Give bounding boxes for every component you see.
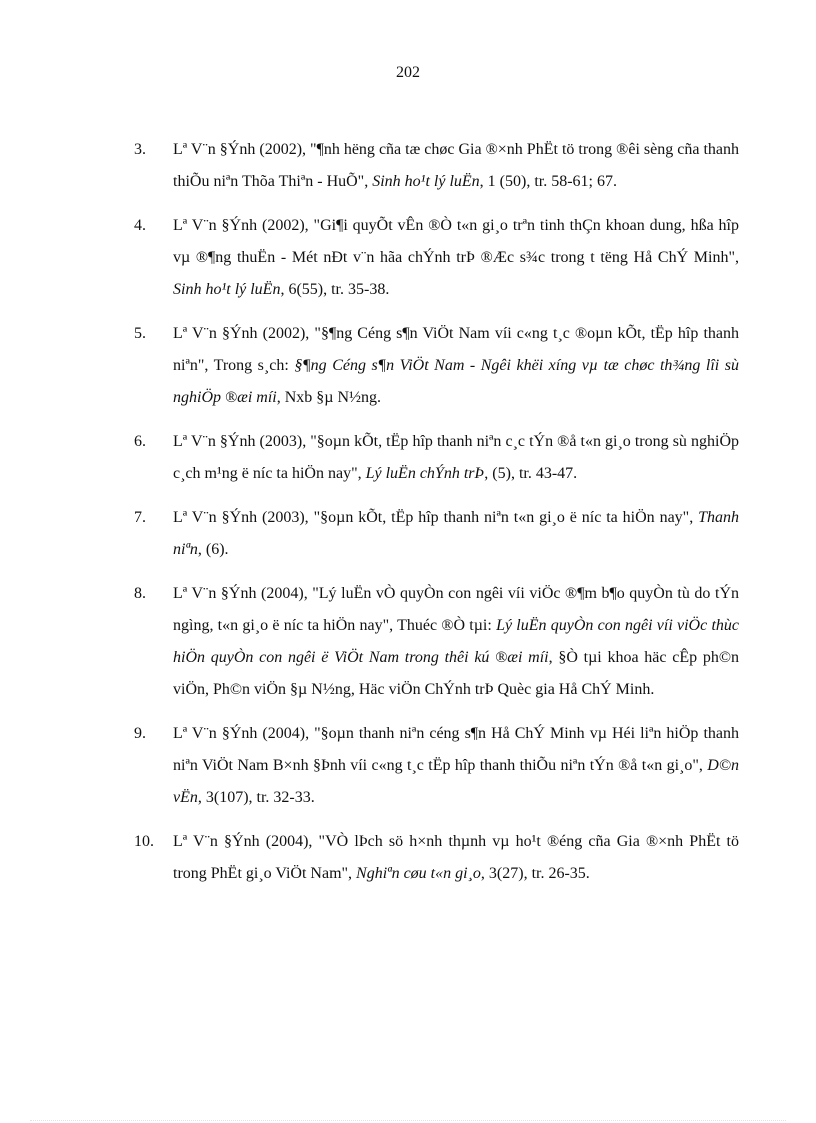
reference-item xyxy=(134,318,739,414)
reference-segment: , 6(55), tr. 35-38. xyxy=(280,281,390,298)
reference-list xyxy=(134,134,739,902)
reference-number: 3. xyxy=(134,141,146,158)
reference-segment: Lª V¨n §Ýnh (2003), "§oµn kÕt, tËp hîp thanh niªn t«n gi¸o ë níc ta hiÖn nay", xyxy=(173,509,699,526)
reference-text xyxy=(173,433,739,482)
page-number: 202 xyxy=(396,64,420,81)
reference-segment: , Nxb §µ N½ng. xyxy=(276,389,382,406)
reference-number: 4. xyxy=(134,217,146,234)
reference-number: 8. xyxy=(134,585,146,602)
reference-segment: , 1 (50), tr. 58-61; 67. xyxy=(479,173,617,190)
reference-segment: Lª V¨n §Ýnh (2004), "VÒ lÞch sö h×nh thµnh vµ ho¹t ®éng cña Gia ®×nh PhËt tö trong PhËt gi¸o ViÖt Nam", xyxy=(173,833,739,882)
reference-item xyxy=(134,210,739,306)
reference-segment: Lª V¨n §Ýnh (2003), "§oµn kÕt, tËp hîp thanh niªn c¸c tÝn ®å t«n gi¸o trong sù nghiÖp c¸ch m¹ng ë níc ta hiÖn nay", xyxy=(173,433,739,482)
reference-segment: , (6). xyxy=(197,541,229,558)
reference-segment: Lª V¨n §Ýnh (2002), "Gi¶i quyÕt vÊn ®Ò t«n gi¸o trªn tinh thÇn khoan dung, hßa hîp vµ ®¶ng thuËn - Mét nÐt v¨n hãa chÝnh trÞ ®Æc s¾c trong t tëng Hå ChÝ Minh", xyxy=(173,217,739,266)
reference-segment: Lª V¨n §Ýnh (2002), "¶nh hëng cña tæ chøc Gia ®×nh PhËt tö trong ®êi sèng cña thanh thiÕu niªn Thõa Thiªn - HuÕ", xyxy=(173,141,739,190)
reference-item xyxy=(134,134,739,198)
reference-number: 7. xyxy=(134,509,146,526)
reference-source-title: Thanh niªn xyxy=(173,509,739,558)
reference-number: 5. xyxy=(134,325,146,342)
reference-item xyxy=(134,826,739,890)
reference-text xyxy=(173,585,739,698)
reference-source-title: Lý luËn quyÒn con ngêi víi viÖc thùc hiÖn quyÒn con ngêi ë ViÖt Nam trong thêi kú ®æi míi xyxy=(173,617,739,666)
reference-source-title: D©n vËn xyxy=(173,757,739,806)
reference-text xyxy=(173,217,739,298)
reference-source-title: Sinh ho¹t lý luËn xyxy=(372,173,480,190)
reference-segment: , §Ò tµi khoa häc cÊp ph©n viÖn, Ph©n viÖn §µ N½ng, Häc viÖn ChÝnh trÞ Quèc gia Hå ChÝ Minh. xyxy=(173,649,739,698)
reference-number: 9. xyxy=(134,725,146,742)
reference-item xyxy=(134,502,739,566)
reference-item xyxy=(134,426,739,490)
reference-source-title: §¶ng Céng s¶n ViÖt Nam - Ngêi khëi xíng vµ tæ chøc th¾ng lîi sù nghiÖp ®æi míi xyxy=(173,357,739,406)
reference-item xyxy=(134,718,739,814)
reference-text xyxy=(173,141,739,190)
footer-divider xyxy=(30,1120,786,1121)
reference-source-title: Sinh ho¹t lý luËn xyxy=(173,281,281,298)
reference-text xyxy=(173,509,739,558)
reference-segment: , 3(27), tr. 26-35. xyxy=(480,865,590,882)
reference-segment: , 3(107), tr. 32-33. xyxy=(197,789,315,806)
reference-source-title: Nghiªn cøu t«n gi¸o xyxy=(356,865,481,882)
reference-number: 10. xyxy=(134,833,154,850)
reference-segment: Lª V¨n §Ýnh (2004), "§oµn thanh niªn céng s¶n Hå ChÝ Minh vµ Héi liªn hiÖp thanh niªn ViÖt Nam B×nh §Þnh víi c«ng t¸c tËp hîp thanh thiÕu niªn tÝn ®å t«n gi¸o", xyxy=(173,725,739,774)
reference-segment: Lª V¨n §Ýnh (2002), "§¶ng Céng s¶n ViÖt Nam víi c«ng t¸c ®oµn kÕt, tËp hîp thanh niªn", Trong s¸ch: xyxy=(173,325,739,374)
reference-segment: Lª V¨n §Ýnh (2004), "Lý luËn vÒ quyÒn con ngêi víi viÖc ®¶m b¶o quyÒn tù do tÝn ngìng, t«n gi¸o ë níc ta hiÖn nay", Thuéc ®Ò tµi: xyxy=(173,585,739,634)
reference-number: 6. xyxy=(134,433,146,450)
reference-text xyxy=(173,325,739,406)
reference-item xyxy=(134,578,739,706)
reference-text xyxy=(173,725,739,806)
reference-source-title: Lý luËn chÝnh trÞ xyxy=(365,465,485,482)
reference-segment: , (5), tr. 43-47. xyxy=(484,465,578,482)
reference-text xyxy=(173,833,739,882)
